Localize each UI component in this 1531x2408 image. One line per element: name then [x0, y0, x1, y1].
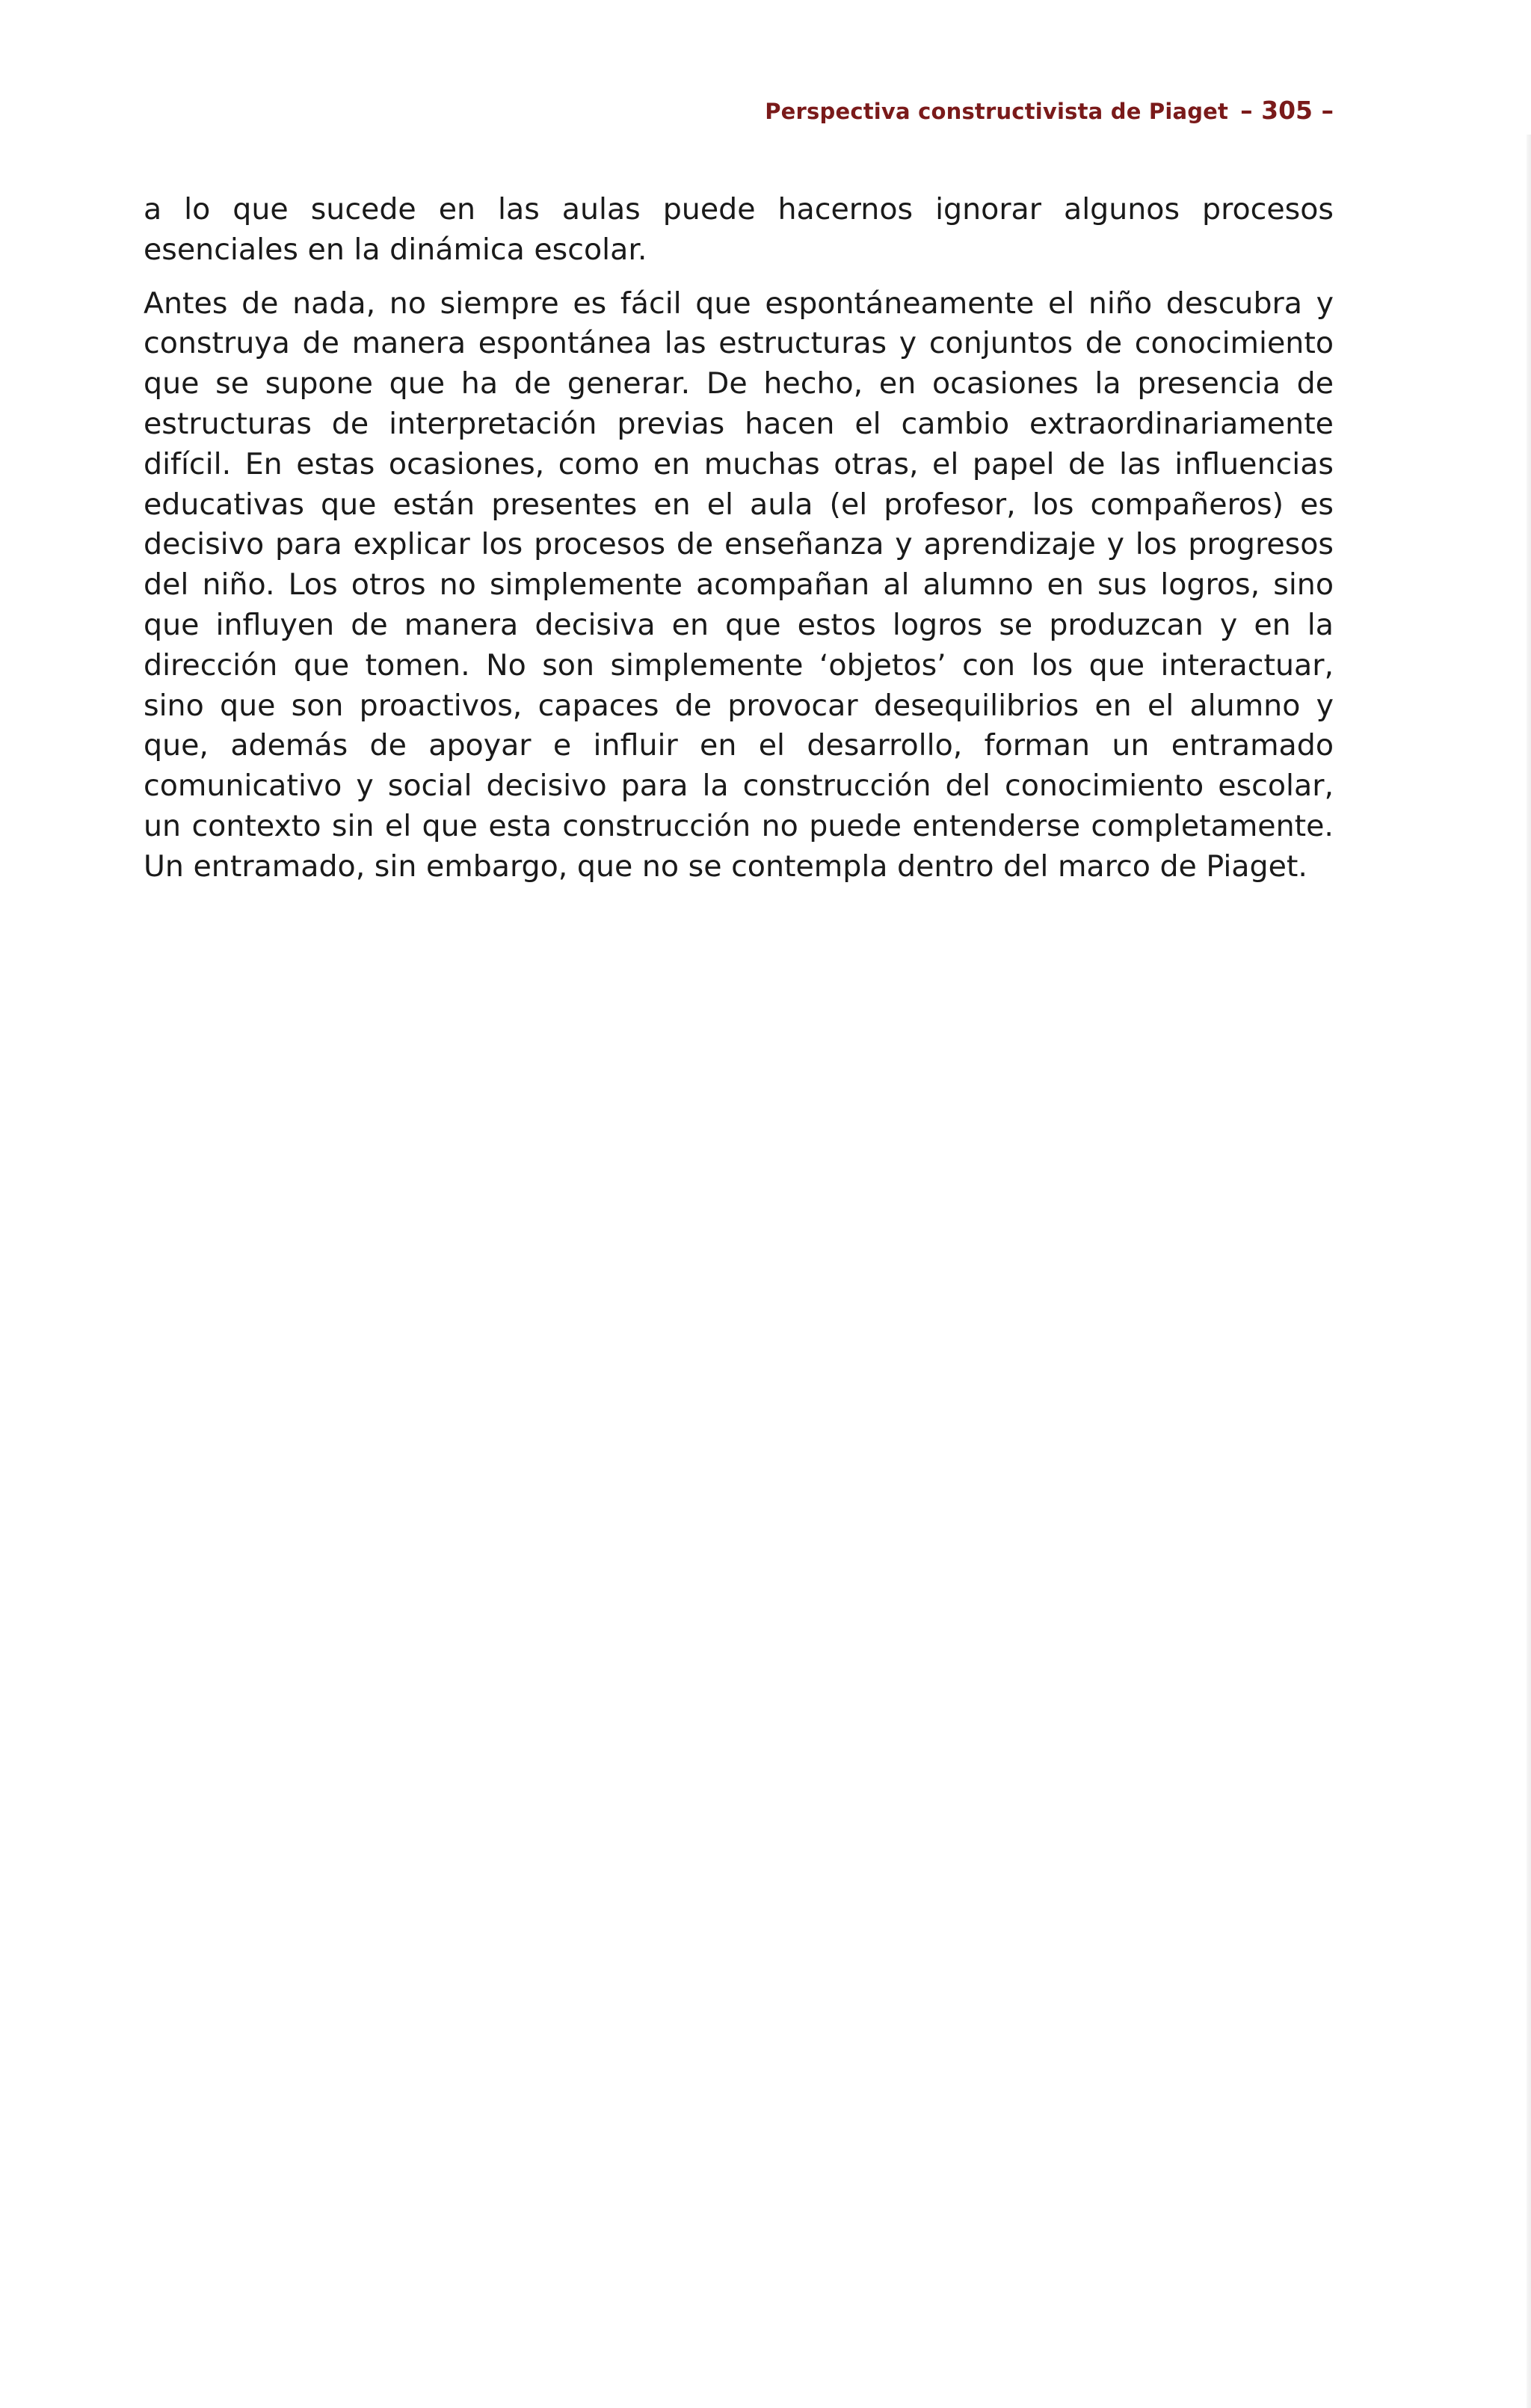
- running-header-title: Perspectiva constructivista de Piaget: [765, 99, 1229, 124]
- running-header: [765, 96, 1334, 125]
- paragraph-main: Antes de nada, no siempre es fácil que espontáneamente el niño descubra y construya de manera espontánea las estructuras y conjuntos de conocimiento que se supone que ha de generar. De hecho, en ocasiones la presencia de estructuras de interpretación previas hacen el cambio extraordinariamente difícil. En estas ocasiones, como en muchas otras, el papel de las influencias educativas que están presentes en el aula (el profesor, los compañeros) es decisivo para explicar los procesos de enseñanza y aprendizaje y los progresos del niño. Los otros no simplemente acompañan al alumno en sus logros, sino que influyen de manera decisiva en que estos logros se produzcan y en la dirección que tomen. No son simplemente ‘objetos’ con los que interactuar, sino que son proactivos, capaces de provocar desequilibrios en el alumno y que, además de apoyar e influir en el desarrollo, forman un entramado comunicativo y social decisivo para la construcción del conocimiento escolar, un contexto sin el que esta construcción no puede entenderse completamente. Un entramado, sin embargo, que no se contempla dentro del marco de Piaget.: [144, 286, 1334, 884]
- paragraph-continuation: a lo que sucede en las aulas puede hacernos ignorar algunos procesos esenciales en la dinámica escolar.: [144, 192, 1334, 267]
- body-text: [144, 190, 1334, 887]
- page-number: – 305 –: [1240, 96, 1334, 125]
- page-edge-shadow: [1527, 135, 1531, 2408]
